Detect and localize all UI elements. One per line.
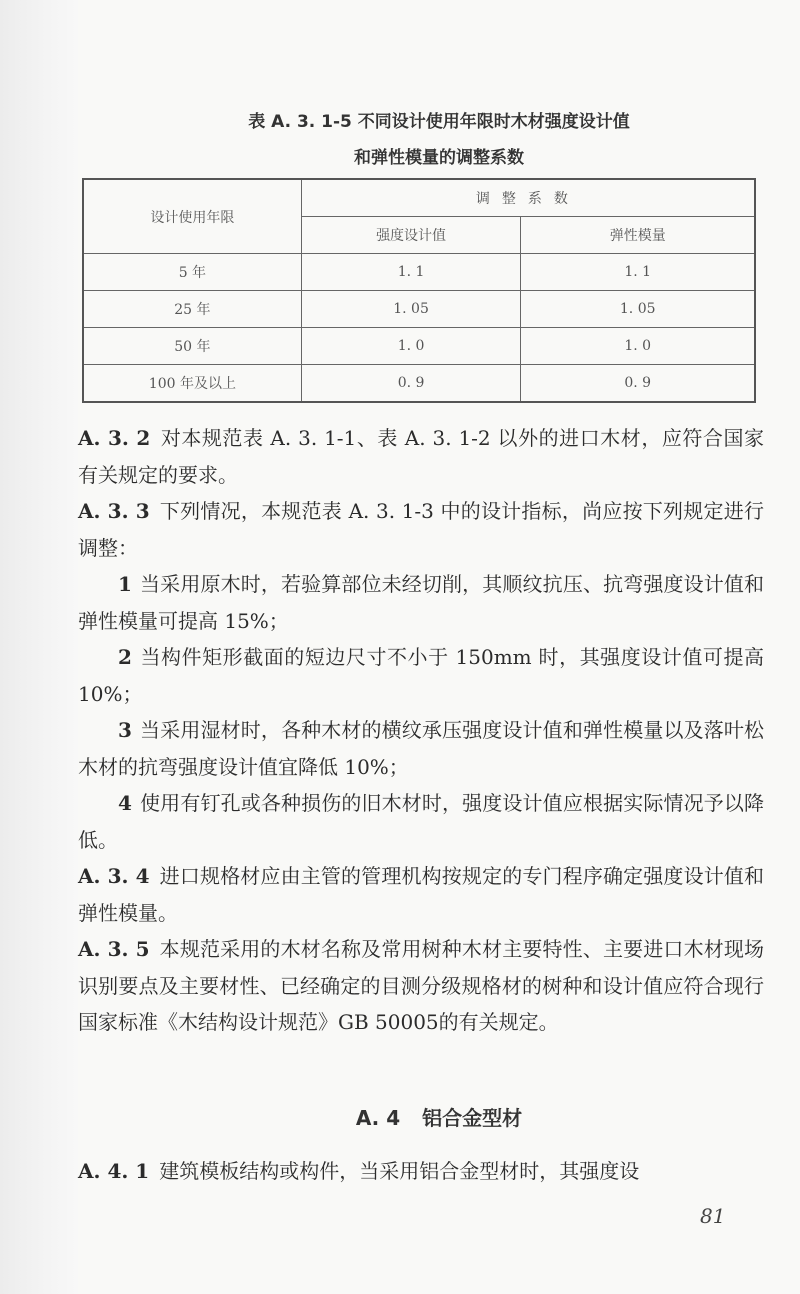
cell-years: 100 年及以上 [83, 365, 301, 403]
clause-number: A. 3. 4 [78, 864, 150, 888]
clause-number: A. 3. 5 [78, 937, 150, 961]
cell-modulus: 1. 05 [521, 291, 755, 328]
cell-modulus: 1. 1 [521, 254, 755, 291]
table-row [83, 254, 755, 291]
clause-a-3-4 [78, 858, 764, 931]
list-item [78, 785, 764, 858]
table-row [83, 291, 755, 328]
clause-text: 本规范采用的木材名称及常用树种木材主要特性、主要进口木材现场识别要点及主要材性、已经确定的目测分级规格材的树种和设计值应符合现行国家标准《木结构设计规范》GB 50005的有关规定。 [78, 937, 765, 1034]
clause-text: 进口规格材应由主管的管理机构按规定的专门程序确定强度设计值和弹性模量。 [78, 864, 765, 925]
clause-a-3-2 [78, 420, 764, 493]
list-item [78, 712, 764, 785]
header-service-life: 设计使用年限 [83, 179, 301, 254]
header-adjustment-coefficient: 调整系数 [301, 179, 755, 217]
list-item [78, 639, 764, 712]
cell-strength: 1. 0 [301, 328, 521, 365]
page-gutter-shadow [0, 0, 78, 1294]
item-text: 当采用湿材时，各种木材的横纹承压强度设计值和弹性模量以及落叶松木材的抗弯强度设计值宜降低 10%； [78, 718, 764, 779]
cell-years: 5 年 [83, 254, 301, 291]
clause-a-3-3 [78, 493, 764, 566]
cell-years: 50 年 [83, 328, 301, 365]
cell-strength: 1. 05 [301, 291, 521, 328]
item-number: 1 [118, 572, 132, 596]
clause-text: 下列情况，本规范表 A. 3. 1-3 中的设计指标，尚应按下列规定进行调整： [78, 499, 764, 560]
table-caption-line2: 和弹性模量的调整系数 [354, 148, 524, 168]
cell-modulus: 1. 0 [521, 328, 755, 365]
header-elastic-modulus: 弹性模量 [521, 217, 755, 254]
item-number: 4 [118, 791, 132, 815]
document-page [78, 0, 800, 1294]
table-caption-line1: 表 A. 3. 1-5 不同设计使用年限时木材强度设计值 [248, 112, 630, 132]
clause-a-4-1 [78, 1155, 764, 1184]
adjustment-coefficient-table [82, 178, 756, 403]
item-text: 使用有钉孔或各种损伤的旧木材时，强度设计值应根据实际情况予以降低。 [78, 791, 764, 852]
section-title-text: 铝合金型材 [422, 1106, 523, 1130]
clause-body [78, 420, 764, 1041]
list-item [78, 566, 764, 639]
page-number: 81 [700, 1204, 726, 1228]
clause-number: A. 4. 1 [78, 1159, 150, 1183]
cell-years: 25 年 [83, 291, 301, 328]
clause-number: A. 3. 3 [78, 499, 150, 523]
section-number: A. 4 [355, 1106, 401, 1130]
cell-modulus: 0. 9 [521, 365, 755, 403]
item-text: 当采用原木时，若验算部位未经切削，其顺纹抗压、抗弯强度设计值和弹性模量可提高 15%； [78, 572, 764, 633]
clause-text: 建筑模板结构或构件，当采用铝合金型材时，其强度设 [159, 1159, 640, 1183]
header-strength-design-value: 强度设计值 [301, 217, 521, 254]
item-number: 3 [118, 718, 132, 742]
item-text: 当构件矩形截面的短边尺寸不小于 150mm 时，其强度设计值可提高 10%； [78, 645, 764, 706]
item-number: 2 [118, 645, 132, 669]
cell-strength: 1. 1 [301, 254, 521, 291]
table-row [83, 365, 755, 403]
table-row [83, 328, 755, 365]
clause-text: 对本规范表 A. 3. 1-1、表 A. 3. 1-2 以外的进口木材，应符合国家有关规定的要求。 [78, 426, 764, 487]
cell-strength: 0. 9 [301, 365, 521, 403]
clause-a-3-5 [78, 931, 764, 1041]
section-heading [78, 1102, 800, 1131]
clause-number: A. 3. 2 [78, 426, 151, 450]
